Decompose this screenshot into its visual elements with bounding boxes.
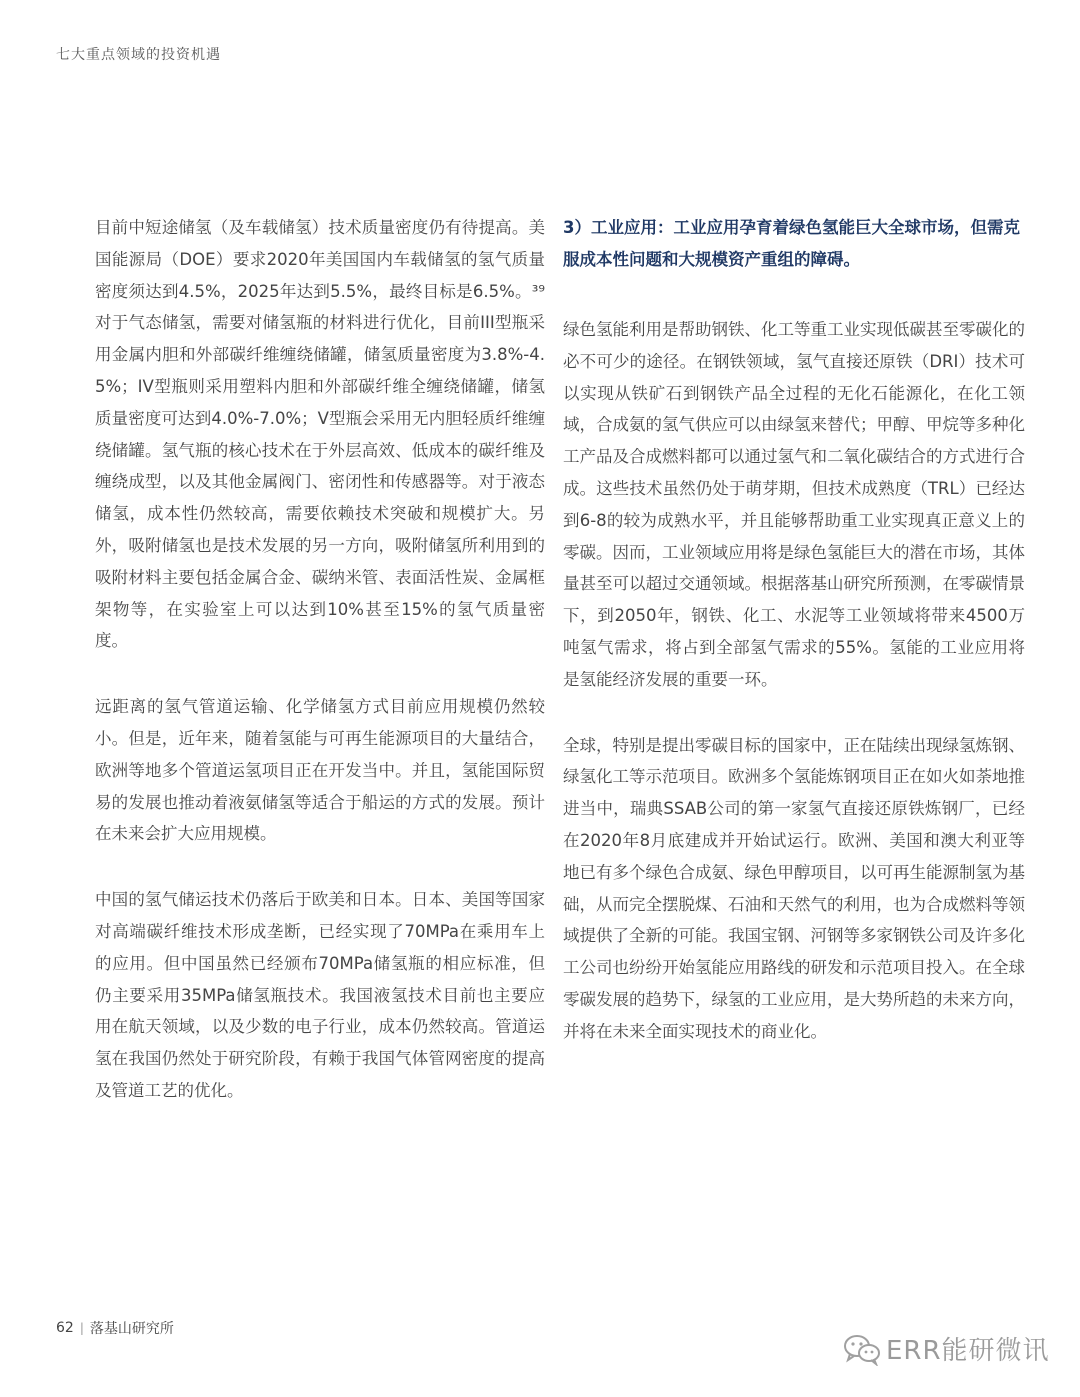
publisher-name: 落基山研究所 bbox=[89, 1321, 174, 1337]
left-column bbox=[95, 212, 545, 1107]
section-heading: 3）工业应用：工业应用孕育着绿色氢能巨大全球市场，但需克服成本性问题和大规模资产重组的障碍。 bbox=[563, 218, 1020, 269]
watermark-text: ERR能研微讯 bbox=[886, 1336, 1050, 1366]
left-paragraph-3: 中国的氢气储运技术仍落后于欧美和日本。日本、美国等国家对高端碳纤维技术形成垄断，已经实现了70MPa在乘用车上的应用。但中国虽然已经颁布70MPa储氢瓶的相应标准，但仍主要采用35MPa储氢瓶技术。我国液氢技术目前也主要应用在航天领域，以及少数的电子行业，成本仍然较高。管道运氢在我国仍然处于研究阶段，有赖于我国气体管网密度的提高及管道工艺的优化。 bbox=[95, 890, 545, 1100]
left-paragraph-1: 目前中短途储氢（及车载储氢）技术质量密度仍有待提高。美国能源局（DOE）要求2020年美国国内车载储氢的氢气质量密度须达到4.5%，2025年达到5.5%，最终目标是6.5%。³⁹对于气态储氢，需要对储氢瓶的材料进行优化，目前III型瓶采用金属内胆和外部碳纤维缠绕储罐，储氢质量密度为3.8%-4.5%；IV型瓶则采用塑料内胆和外部碳纤维全缠绕储罐，储氢质量密度可达到4.0%-7.0%；V型瓶会采用无内胆轻质纤维缠绕储罐。氢气瓶的核心技术在于外层高效、低成本的碳纤维及缠绕成型，以及其他金属阀门、密闭性和传感器等。对于液态储氢，成本性仍然较高，需要依赖技术突破和规模扩大。另外，吸附储氢也是技术发展的另一方向，吸附储氢所利用到的吸附材料主要包括金属合金、碳纳米管、表面活性炭、金属框架物等，在实验室上可以达到10%甚至15%的氢气质量密度。 bbox=[95, 218, 545, 651]
left-paragraph-2: 远距离的氢气管道运输、化学储氢方式目前应用规模仍然较小。但是，近年来，随着氢能与可再生能源项目的大量结合，欧洲等地多个管道运氢项目正在开发当中。并且，氢能国际贸易的发展也推动着液氨储氢等适合于船运的方式的发展。预计在未来会扩大应用规模。 bbox=[95, 697, 545, 844]
watermark bbox=[842, 1330, 1050, 1367]
right-column bbox=[563, 212, 1025, 1048]
page-number: 62 bbox=[56, 1320, 74, 1336]
wechat-icon bbox=[842, 1332, 882, 1366]
footer-separator: | bbox=[79, 1321, 84, 1335]
right-paragraph-1: 绿色氢能利用是帮助钢铁、化工等重工业实现低碳甚至零碳化的必不可少的途径。在钢铁领域，氢气直接还原铁（DRI）技术可以实现从铁矿石到钢铁产品全过程的无化石能源化，在化工领域，合成氨的氢气供应可以由绿氢来替代；甲醇、甲烷等多种化工产品及合成燃料都可以通过氢气和二氧化碳结合的方式进行合成。这些技术虽然仍处于萌芽期，但技术成熟度（TRL）已经达到6-8的较为成熟水平，并且能够帮助重工业实现真正意义上的零碳。因而，工业领域应用将是绿色氢能巨大的潜在市场，其体量甚至可以超过交通领域。根据落基山研究所预测，在零碳情景下，到2050年，钢铁、化工、水泥等工业领域将带来4500万吨氢气需求，将占到全部氢气需求的55%。氢能的工业应用将是氢能经济发展的重要一环。 bbox=[563, 320, 1025, 689]
right-paragraph-2: 全球，特别是提出零碳目标的国家中，正在陆续出现绿氢炼钢、绿氢化工等示范项目。欧洲多个氢能炼钢项目正在如火如荼地推进当中，瑞典SSAB公司的第一家氢气直接还原铁炼钢厂，已经在2020年8月底建成并开始试运行。欧洲、美国和澳大利亚等地已有多个绿色合成氨、绿色甲醇项目，以可再生能源制氢为基础，从而完全摆脱煤、石油和天然气的利用，也为合成燃料等领域提供了全新的可能。我国宝钢、河钢等多家钢铁公司及许多化工公司也纷纷开始氢能应用路线的研发和示范项目投入。在全球零碳发展的趋势下，绿氢的工业应用，是大势所趋的未来方向，并将在未来全面实现技术的商业化。 bbox=[563, 735, 1025, 1041]
page-footer bbox=[56, 1318, 174, 1338]
running-header: 七大重点领域的投资机遇 bbox=[56, 47, 221, 63]
